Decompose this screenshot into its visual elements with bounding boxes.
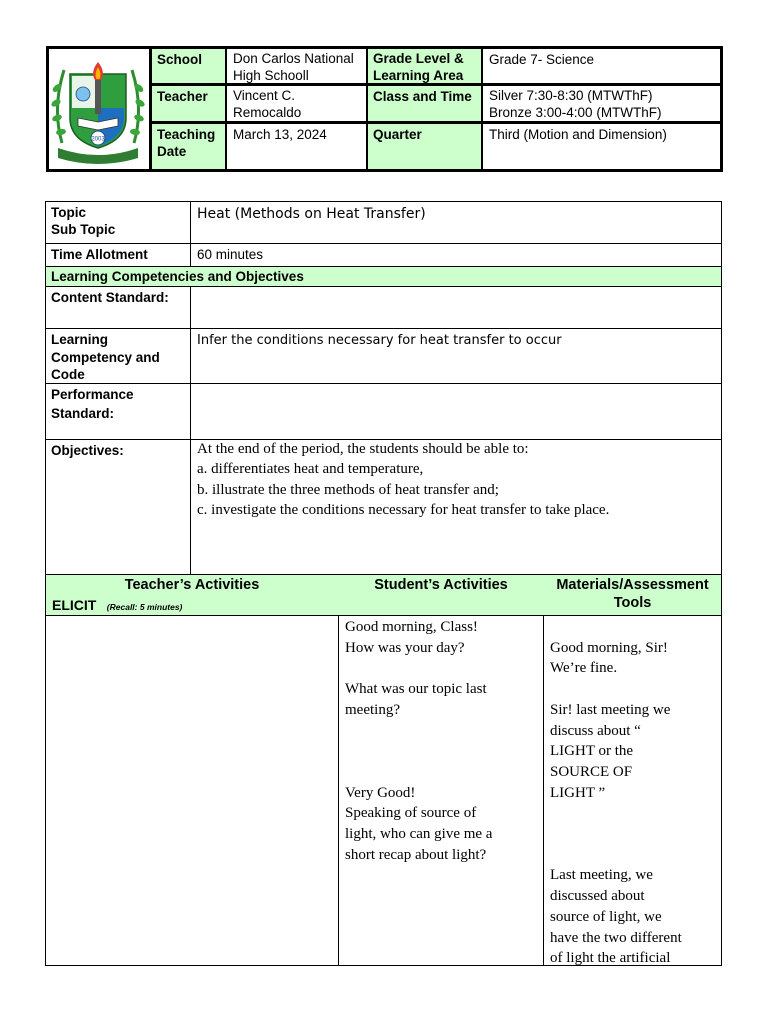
- objectives-list: [191, 440, 721, 520]
- objectives-intro: At the end of the period, the students should be able to:: [197, 441, 529, 457]
- elicit-row: [46, 596, 338, 615]
- topic-label: Topic Sub Topic: [51, 205, 116, 237]
- objective-item: c. investigate the conditions necessary for heat transfer to take place.: [197, 501, 610, 518]
- elicit-label: ELICIT: [52, 597, 97, 613]
- performance-standard-value: [191, 384, 721, 388]
- performance-standard-label: Performance Standard:: [51, 387, 134, 421]
- logo-year-text: 2003: [91, 136, 105, 143]
- date-value: March 13, 2024: [233, 127, 327, 142]
- quarter-label: Quarter: [373, 127, 422, 142]
- grade-value: Grade 7- Science: [489, 52, 595, 67]
- content-standard-label: Content Standard:: [51, 290, 169, 305]
- school-value: Don Carlos National High Schooll: [233, 51, 354, 83]
- date-label: Teaching Date: [157, 127, 216, 159]
- competencies-heading: Learning Competencies and Objectives: [51, 269, 304, 284]
- quarter-value: Third (Motion and Dimension): [489, 127, 667, 142]
- student-dialogue: Good morning, Sir! We’re fine. Sir! last meeting we discuss about “ LIGHT or the SOURCE OF LIGHT ” Last meeting, we discussed about source of light, we have the two different of light the artificial: [550, 639, 682, 966]
- logo-cell: [46, 46, 152, 172]
- teacher-value: Vincent C. Remocaldo: [233, 88, 302, 120]
- time-allotment-label: Time Allotment: [51, 247, 148, 262]
- objectives-label: Objectives:: [51, 443, 124, 458]
- school-label: School: [157, 52, 203, 67]
- learning-competency-value: Infer the conditions necessary for heat transfer to occur: [197, 333, 562, 348]
- elicit-note: (Recall: 5 minutes): [106, 602, 183, 612]
- student-activities-header: Student’s Activities: [374, 577, 508, 593]
- grade-label: Grade Level & Learning Area: [373, 51, 464, 83]
- teacher-activities-header: Teacher’s Activities: [124, 577, 260, 593]
- class-value: Silver 7:30-8:30 (MTWThF) Bronze 3:00-4:00 (MTWThF): [489, 88, 662, 120]
- learning-competency-label: Learning Competency and Code: [51, 332, 160, 382]
- time-allotment-value: 60 minutes: [197, 247, 264, 262]
- objective-item: b. illustrate the three methods of heat transfer and;: [197, 482, 499, 498]
- class-label: Class and Time: [373, 89, 472, 104]
- school-seal-logo: [48, 48, 148, 168]
- objective-item: a. differentiates heat and temperature,: [197, 460, 424, 477]
- materials-assessment-header: Materials/Assessment Tools: [556, 577, 709, 611]
- topic-value: Heat (Methods on Heat Transfer): [197, 206, 426, 222]
- teacher-label: Teacher: [157, 89, 208, 104]
- teacher-dialogue: Good morning, Class! How was your day? What was our topic last meeting? Very Good! Speaking of source of light, who can give me a short recap about light?: [345, 619, 493, 863]
- content-standard-value: [191, 287, 721, 291]
